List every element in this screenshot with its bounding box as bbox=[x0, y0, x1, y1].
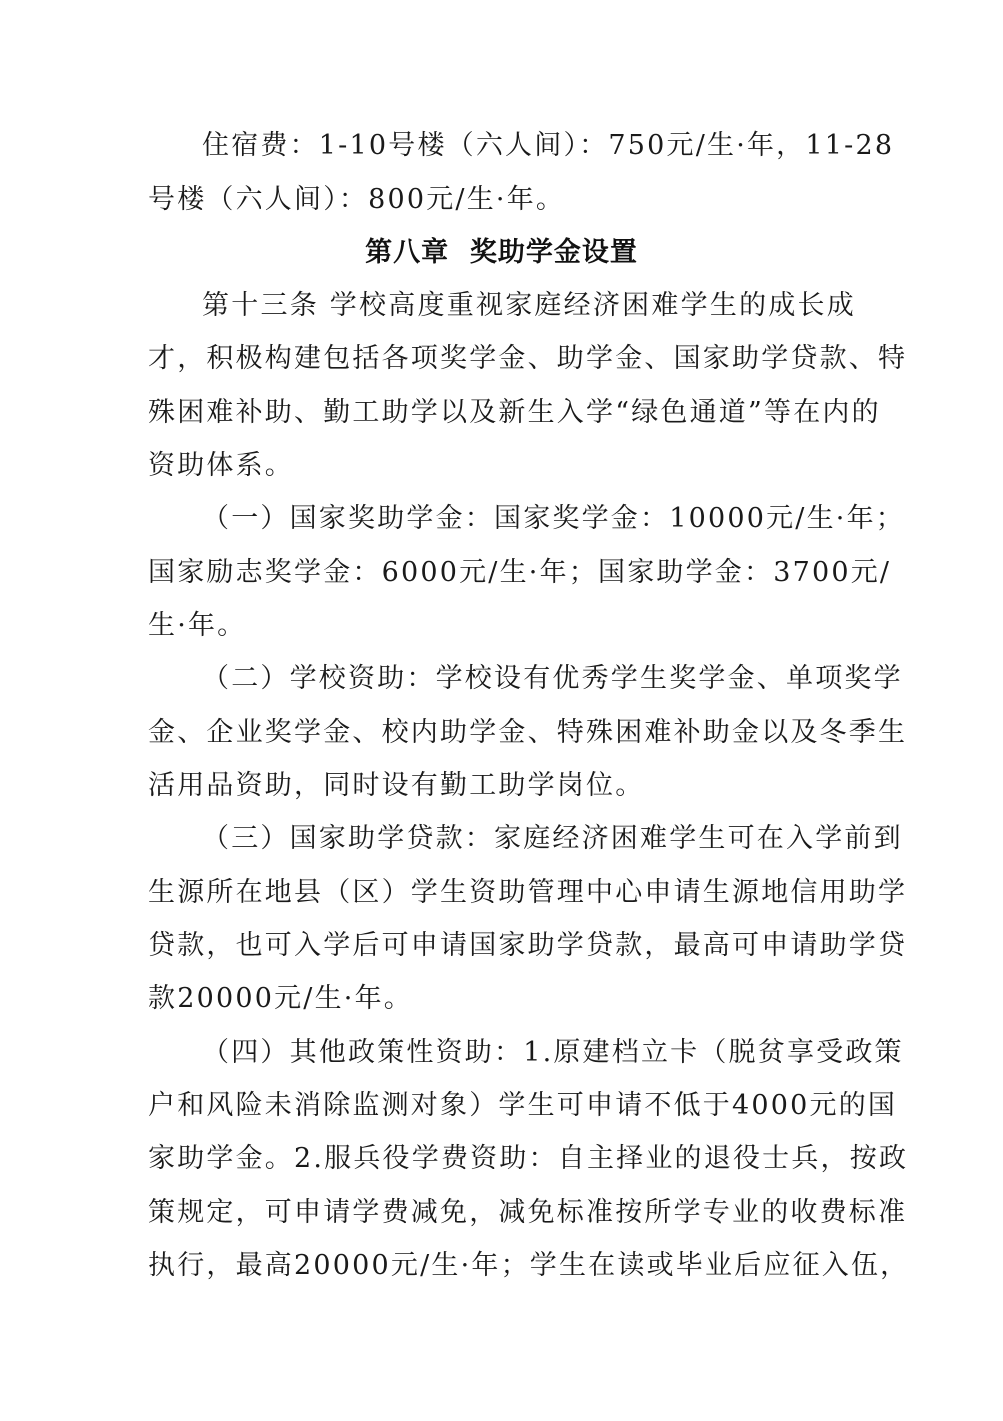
chapter-heading: 第八章 奖助学金设置 bbox=[365, 237, 638, 268]
text-line: 户和风险未消除监测对象）学生可申请不低于4000元的国 bbox=[148, 1090, 898, 1121]
text-line: （二）学校资助：学校设有优秀学生奖学金、单项奖学 bbox=[202, 663, 903, 694]
text-line: 号楼（六人间）：800元/生·年。 bbox=[148, 184, 566, 215]
text-line: 住宿费：1-10号楼（六人间）：750元/生·年，11-28 bbox=[202, 130, 895, 161]
text-line: （四）其他政策性资助：1.原建档立卡（脱贫享受政策 bbox=[202, 1037, 904, 1068]
text-line: 款20000元/生·年。 bbox=[148, 983, 413, 1014]
text-line: 生·年。 bbox=[148, 610, 247, 641]
text-line: （一）国家奖助学金：国家奖学金：10000元/生·年； bbox=[202, 503, 905, 534]
text-line: 贷款，也可入学后可申请国家助学贷款，最高可申请助学贷 bbox=[148, 930, 908, 961]
text-line: 执行，最高20000元/生·年；学生在读或毕业后应征入伍， bbox=[148, 1250, 910, 1281]
article-heading-line: 第十三条 学校高度重视家庭经济困难学生的成长成 bbox=[202, 290, 856, 321]
text-line: 家助学金。2.服兵役学费资助：自主择业的退役士兵，按政 bbox=[148, 1143, 909, 1174]
text-line: 才，积极构建包括各项奖学金、助学金、国家助学贷款、特 bbox=[148, 343, 908, 374]
text-line: 殊困难补助、勤工助学以及新生入学“绿色通道”等在内的 bbox=[148, 397, 881, 428]
text-line: 策规定，可申请学费减免，减免标准按所学专业的收费标准 bbox=[148, 1197, 908, 1228]
text-line: 金、企业奖学金、校内助学金、特殊困难补助金以及冬季生 bbox=[148, 717, 908, 748]
text-line: 国家励志奖学金：6000元/生·年；国家助学金：3700元/ bbox=[148, 557, 892, 588]
text-line: 资助体系。 bbox=[148, 450, 294, 481]
text-line: （三）国家助学贷款：家庭经济困难学生可在入学前到 bbox=[202, 823, 903, 854]
text-line: 生源所在地县（区）学生资助管理中心申请生源地信用助学 bbox=[148, 877, 908, 908]
text-line: 活用品资助，同时设有勤工助学岗位。 bbox=[148, 770, 645, 801]
